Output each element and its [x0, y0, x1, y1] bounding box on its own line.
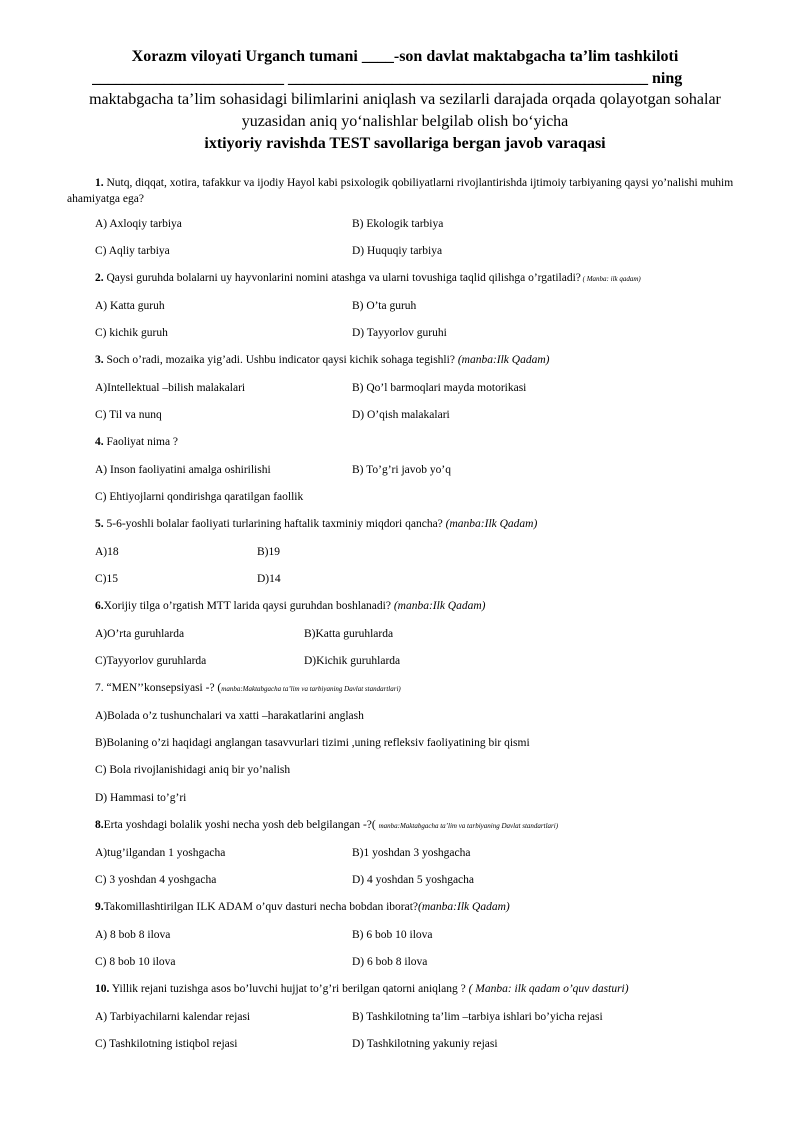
header-line-5: ixtiyoriy ravishda TEST savollariga bergan javob varaqasi	[204, 135, 606, 152]
question-text: Xorijiy tilga o’rgatish MTT larida qaysi guruhdan boshlanadi?	[103, 600, 391, 612]
option-b[interactable]: B)Bolaning o’zi haqidagi anglangan tasavvurlari tizimi ,uning refleksiv faoliyatining bir qismi	[95, 737, 530, 749]
header-line-4: yuzasidan aniq yo‘nalishlar belgilab olish bo‘yicha	[241, 113, 569, 130]
question-9	[95, 899, 775, 915]
option-c[interactable]: C) kichik guruh	[95, 327, 168, 339]
question-text: Nutq, diqqat, xotira, tafakkur va ijodiy Hayol kabi psixologik qobiliyatlarni rivojlantirishda ijtimoiy tarbiyaning qaysi yo’nalishi muhim ahamiyatga ega?	[67, 177, 734, 205]
question-1	[67, 175, 775, 207]
question-source: (manba:Ilk Qadam)	[390, 600, 486, 612]
option-d[interactable]: D) Hammasi to’g’ri	[95, 792, 187, 804]
option-c[interactable]: C) Tashkilotning istiqbol rejasi	[95, 1038, 238, 1050]
question-text: Takomillashtirilgan ILK ADAM o’quv dasturi necha bobdan iborat?	[103, 901, 419, 913]
option-a[interactable]: A) Inson faoliyatini amalga oshirilishi	[95, 464, 271, 476]
option-b[interactable]: B)1 yoshdan 3 yoshgacha	[352, 847, 471, 859]
question-source: manba:Maktabgacha ta’lim va tarbiyaning Davlat standartlari)	[221, 685, 401, 693]
option-b[interactable]: B)Katta guruhlarda	[304, 628, 394, 640]
question-number: 6.	[95, 600, 104, 612]
option-b[interactable]: B) Ekologik tarbiya	[352, 218, 444, 230]
option-c[interactable]: C) 8 bob 10 ilova	[95, 956, 176, 968]
option-a[interactable]: A)tug’ilgandan 1 yoshgacha	[95, 847, 226, 859]
question-text: Yillik rejani tuzishga asos bo’luvchi hujjat to’g’ri berilgan qatorni aniqlang ?	[109, 983, 466, 995]
option-b[interactable]: B) Tashkilotning ta’lim –tarbiya ishlari bo’yicha rejasi	[352, 1011, 603, 1023]
option-d[interactable]: D) Tayyorlov guruhi	[352, 327, 447, 339]
question-7	[95, 680, 775, 697]
option-a[interactable]: A) Tarbiyachilarni kalendar rejasi	[95, 1011, 251, 1023]
option-d[interactable]: D)Kichik guruhlarda	[304, 655, 401, 667]
question-source: (manba:Ilk Qadam)	[454, 354, 550, 366]
question-number: 9.	[95, 901, 104, 913]
question-6	[95, 598, 775, 614]
question-source: (manba:Ilk Qadam)	[442, 518, 538, 530]
question-number: 8.	[95, 819, 104, 831]
option-a[interactable]: A)Bolada o’z tushunchalari va xatti –harakatlarini anglash	[95, 710, 364, 722]
question-number: 4.	[95, 436, 104, 448]
option-a[interactable]: A) Katta guruh	[95, 300, 165, 312]
option-d[interactable]: D) Tashkilotning yakuniy rejasi	[352, 1038, 498, 1050]
question-5	[95, 516, 775, 532]
option-a[interactable]: A)Intellektual –bilish malakalari	[95, 382, 246, 394]
option-d[interactable]: D) O’qish malakalari	[352, 409, 450, 421]
question-2	[95, 270, 775, 287]
option-a[interactable]: A)18	[95, 546, 119, 558]
question-3	[95, 352, 775, 368]
option-c[interactable]: C) Bola rivojlanishidagi aniq bir yo’nalish	[95, 764, 291, 776]
option-c[interactable]: C)15	[95, 573, 118, 585]
option-b[interactable]: B) 6 bob 10 ilova	[352, 929, 433, 941]
option-a[interactable]: A) Axloqiy tarbiya	[95, 218, 182, 230]
question-source: (manba:Ilk Qadam)	[418, 901, 510, 913]
question-8	[95, 817, 775, 834]
option-c[interactable]: C) Aqliy tarbiya	[95, 245, 170, 257]
question-source: ( Manba: ilk qadam)	[580, 275, 641, 283]
option-d[interactable]: D) 6 bob 8 ilova	[352, 956, 428, 968]
question-number: 3.	[95, 354, 104, 366]
question-text: Erta yoshdagi bolalik yoshi necha yosh deb belgilangan -?(	[103, 819, 379, 831]
header-line-3: maktabgacha ta’lim sohasidagi bilimlarini aniqlash va sezilarli darajada orqada qolayotgan sohalar	[89, 91, 721, 108]
header-line-1: Xorazm viloyati Urganch tumani ____-son davlat maktabgacha ta’lim tashkiloti	[131, 48, 679, 65]
option-d[interactable]: D) 4 yoshdan 5 yoshgacha	[352, 874, 475, 886]
option-c[interactable]: C) Til va nunq	[95, 409, 162, 421]
question-source: manba:Maktabgacha ta’lim va tarbiyaning Davlat standartlari)	[378, 822, 559, 830]
question-text: 7. “MEN’’konsepsiyasi -? (	[95, 682, 222, 694]
question-text: 5-6-yoshli bolalar faoliyati turlarining haftalik taxminiy miqdori qancha?	[103, 518, 443, 530]
option-b[interactable]: B)19	[257, 546, 280, 558]
option-b[interactable]: B) Qo’l barmoqlari mayda motorikasi	[352, 382, 527, 394]
question-text: Soch o’radi, mozaika yig’adi. Ushbu indicator qaysi kichik sohaga tegishli?	[103, 354, 455, 366]
question-10	[95, 981, 775, 997]
header-line-2: ________________________ _____________________________________________ ning	[92, 70, 683, 87]
option-a[interactable]: A)O’rta guruhlarda	[95, 628, 185, 640]
question-text: Qaysi guruhda bolalarni uy hayvonlarini nomini atashga va ularni tovushiga taqlid qilishga o’rgatiladi?	[103, 272, 581, 284]
question-number: 5.	[95, 518, 104, 530]
option-a[interactable]: A) 8 bob 8 ilova	[95, 929, 171, 941]
option-c[interactable]: C)Tayyorlov guruhlarda	[95, 655, 207, 667]
option-d[interactable]: D)14	[257, 573, 281, 585]
option-b[interactable]: B) O’ta guruh	[352, 300, 417, 312]
question-source: ( Manba: ilk qadam o’quv dasturi)	[465, 983, 629, 995]
question-4	[95, 434, 775, 450]
question-text: Faoliyat nima ?	[103, 436, 179, 448]
question-number: 10.	[95, 983, 110, 995]
option-d[interactable]: D) Huquqiy tarbiya	[352, 245, 443, 257]
question-number: 2.	[95, 272, 104, 284]
option-c[interactable]: C) 3 yoshdan 4 yoshgacha	[95, 874, 217, 886]
option-b[interactable]: B) To’g’ri javob yo’q	[352, 464, 451, 476]
option-c[interactable]: C) Ehtiyojlarni qondirishga qaratilgan faollik	[95, 491, 304, 503]
question-number: 1.	[95, 177, 104, 189]
